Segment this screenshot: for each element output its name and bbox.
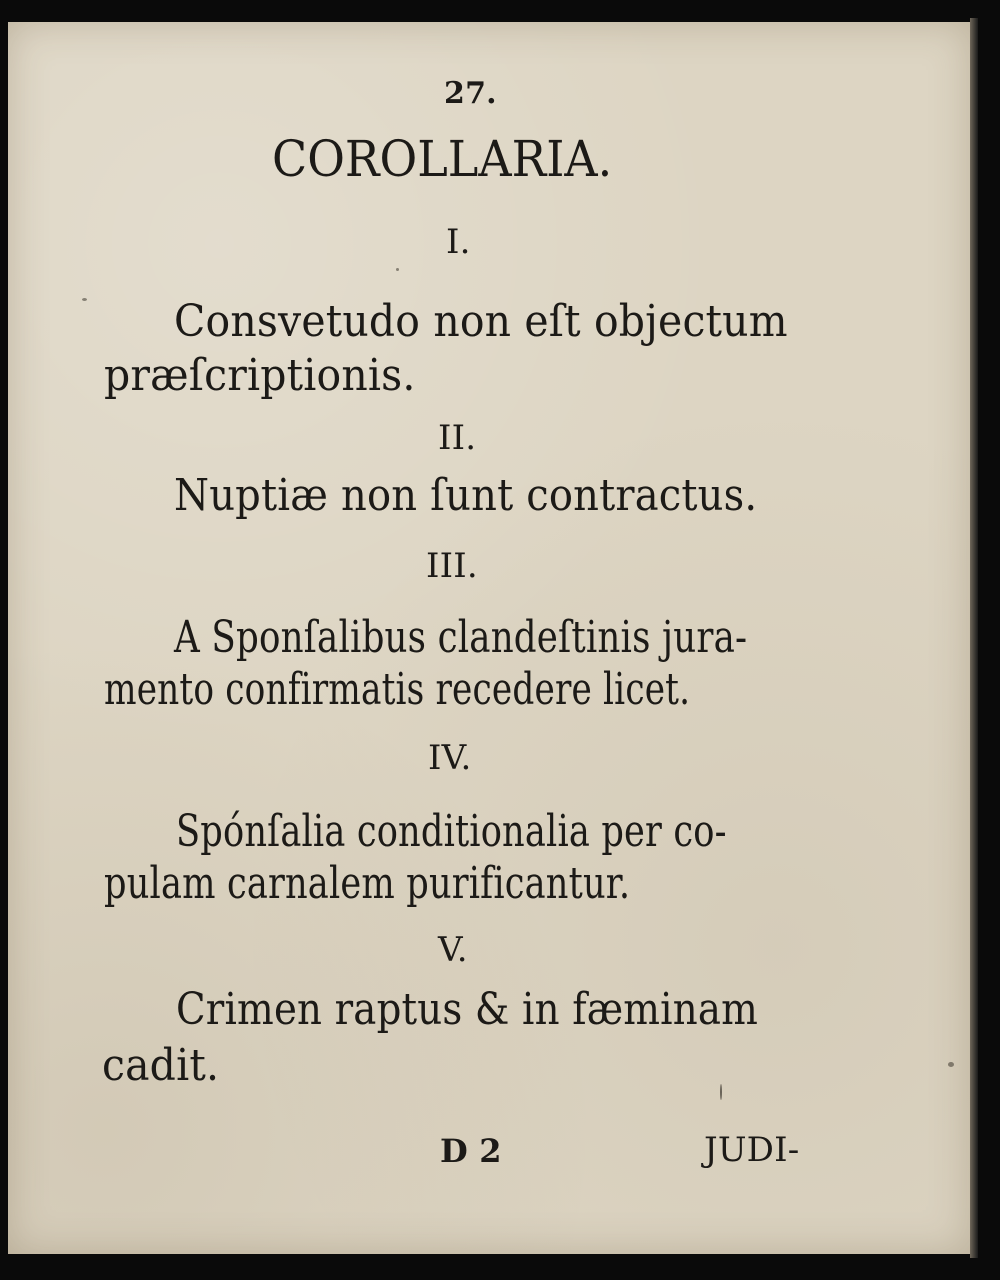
page-number: 27. — [444, 76, 497, 111]
paper-speck — [396, 268, 399, 271]
paper-speck — [82, 298, 87, 301]
corollary-5-line-1: Crimen raptus & in fæminam — [176, 984, 758, 1035]
paper-speck — [948, 1062, 954, 1067]
corollary-3-line-2: mento confirmatis recedere licet. — [104, 664, 691, 715]
corollary-4-line-2: pulam carnalem purificantur. — [104, 858, 631, 909]
corollary-1-numeral: I. — [446, 222, 471, 262]
corollary-5-line-2: cadit. — [102, 1040, 220, 1091]
page-edge — [970, 18, 978, 1258]
page-title: COROLLARIA. — [272, 130, 613, 188]
corollary-3-line-1: A Sponſalibus clandeſtinis jura- — [174, 612, 748, 663]
signature-mark: D 2 — [440, 1132, 502, 1170]
corollary-1-line-2: præſcriptionis. — [104, 350, 416, 401]
corollary-2-numeral: II. — [438, 418, 477, 458]
catchword: JUDI- — [704, 1130, 800, 1170]
corollary-4-numeral: IV. — [428, 738, 472, 778]
corollary-4-line-1: Spónſalia conditionalia per co- — [176, 806, 727, 857]
corollary-1-line-1: Consvetudo non eſt objectum — [174, 296, 788, 347]
corollary-2-line-1: Nuptiæ non ſunt contractus. — [174, 470, 758, 521]
paper-speck — [720, 1084, 722, 1100]
corollary-3-numeral: III. — [426, 546, 478, 586]
corollary-5-numeral: V. — [438, 930, 468, 970]
